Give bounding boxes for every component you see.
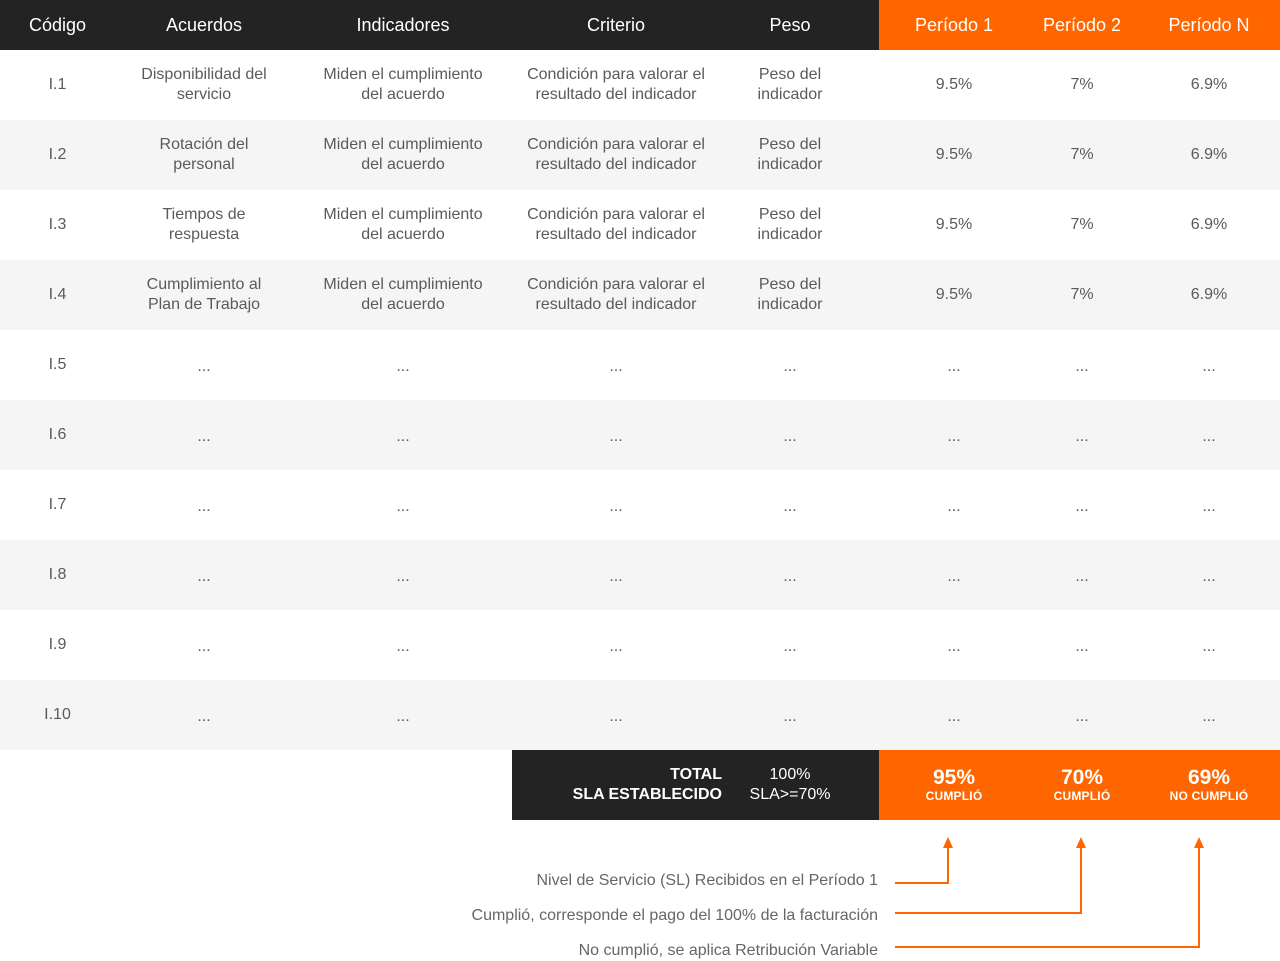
cell-codigo-text: I.5	[48, 356, 67, 373]
cell-acuerdo-text: ...	[197, 568, 211, 585]
cell-periodo-n-text: 6.9%	[1190, 216, 1228, 233]
cell-criterio-text: ...	[609, 358, 623, 375]
cell-codigo-text: I.8	[48, 566, 67, 583]
cell-indicador-text: Miden el cumplimiento	[323, 276, 483, 293]
arrow-periodo-2-icon	[895, 846, 1081, 913]
cell-acuerdo-text: Tiempos de	[162, 206, 246, 223]
note-no-cumplio: No cumplió, se aplica Retribución Variable	[578, 942, 878, 959]
cell-peso-text: Peso del	[758, 206, 822, 223]
cell-acuerdo-text: respuesta	[168, 226, 240, 243]
cell-periodo-n-text: ...	[1202, 498, 1216, 515]
cell-periodo-n-text: 6.9%	[1190, 146, 1228, 163]
cell-peso-text: ...	[783, 498, 797, 515]
cell-indicador-text: Miden el cumplimiento	[323, 136, 483, 153]
cell-codigo-text: I.10	[44, 706, 71, 723]
cell-indicador-text: del acuerdo	[361, 156, 445, 173]
col-header-periodo-1: Período 1	[914, 14, 994, 35]
cell-criterio-text: resultado del indicador	[535, 226, 697, 243]
cell-codigo-text: I.9	[48, 636, 67, 653]
cell-codigo-text: I.3	[48, 216, 67, 233]
cell-criterio-text: Condición para valorar el	[527, 136, 705, 153]
cell-criterio-text: ...	[609, 568, 623, 585]
cell-periodo-2-text: 7%	[1070, 76, 1094, 93]
cell-periodo-1-text: 9.5%	[935, 76, 973, 93]
cell-indicador-text: Miden el cumplimiento	[323, 206, 483, 223]
result-value: 70%	[1060, 766, 1104, 789]
cell-acuerdo-text: ...	[197, 638, 211, 655]
cell-periodo-2-text: 7%	[1070, 286, 1094, 303]
arrowhead-icon	[1194, 837, 1204, 848]
cell-criterio-text: Condición para valorar el	[527, 66, 705, 83]
sla-label: SLA ESTABLECIDO	[572, 786, 722, 803]
cell-criterio-text: Condición para valorar el	[527, 206, 705, 223]
total-value: 100%	[769, 766, 811, 783]
cell-criterio-text: ...	[609, 638, 623, 655]
cell-acuerdo-text: ...	[197, 358, 211, 375]
cell-periodo-2-text: ...	[1075, 568, 1089, 585]
cell-peso-text: indicador	[757, 226, 823, 243]
cell-peso-text: indicador	[757, 156, 823, 173]
cell-indicador-text: ...	[396, 638, 410, 655]
col-header-acuerdos: Acuerdos	[165, 14, 243, 35]
cell-criterio-text: Condición para valorar el	[527, 276, 705, 293]
cell-peso-text: ...	[783, 428, 797, 445]
result-status: CUMPLIÓ	[925, 789, 983, 803]
result-status: CUMPLIÓ	[1053, 789, 1111, 803]
note-nivel-servicio: Nivel de Servicio (SL) Recibidos en el Período 1	[536, 872, 878, 889]
cell-acuerdo-text: Cumplimiento al	[146, 276, 262, 293]
cell-criterio-text: ...	[609, 708, 623, 725]
cell-codigo-text: I.6	[48, 426, 67, 443]
cell-peso-text: Peso del	[758, 66, 822, 83]
cell-periodo-n-text: ...	[1202, 638, 1216, 655]
total-label: TOTAL	[670, 766, 722, 783]
arrowhead-icon	[1076, 837, 1086, 848]
cell-acuerdo-text: Rotación del	[159, 136, 249, 153]
cell-acuerdo-text: Plan de Trabajo	[147, 296, 261, 313]
note-cumplio: Cumplió, corresponde el pago del 100% de la facturación	[471, 907, 878, 924]
cell-peso-text: indicador	[757, 296, 823, 313]
cell-acuerdo-text: ...	[197, 428, 211, 445]
col-header-indicadores: Indicadores	[356, 14, 450, 35]
cell-periodo-1-text: ...	[947, 638, 961, 655]
cell-indicador-text: del acuerdo	[361, 296, 445, 313]
cell-acuerdo-text: servicio	[176, 86, 232, 103]
cell-codigo-text: I.4	[48, 286, 67, 303]
cell-indicador-text: ...	[396, 498, 410, 515]
cell-acuerdo-text: ...	[197, 708, 211, 725]
cell-periodo-n-text: ...	[1202, 568, 1216, 585]
result-value: 95%	[932, 766, 976, 789]
cell-acuerdo-text: ...	[197, 498, 211, 515]
arrowhead-icon	[943, 837, 953, 848]
cell-criterio-text: ...	[609, 498, 623, 515]
cell-indicador-text: ...	[396, 708, 410, 725]
cell-indicador-text: ...	[396, 428, 410, 445]
arrow-periodo-1-icon	[895, 846, 948, 883]
col-header-periodo-n: Período N	[1168, 14, 1250, 35]
cell-periodo-2-text: ...	[1075, 708, 1089, 725]
col-header-periodo-2: Período 2	[1042, 14, 1122, 35]
cell-criterio-text: resultado del indicador	[535, 86, 697, 103]
col-header-codigo: Código	[28, 14, 87, 35]
cell-periodo-2-text: ...	[1075, 428, 1089, 445]
cell-indicador-text: ...	[396, 358, 410, 375]
result-status: NO CUMPLIÓ	[1169, 789, 1249, 803]
col-header-criterio: Criterio	[586, 14, 645, 35]
cell-peso-text: ...	[783, 638, 797, 655]
cell-peso-text: ...	[783, 568, 797, 585]
col-header-peso: Peso	[769, 14, 811, 35]
cell-codigo-text: I.7	[48, 496, 67, 513]
arrow-periodo-n-icon	[895, 846, 1199, 947]
cell-criterio-text: resultado del indicador	[535, 156, 697, 173]
sla-value: SLA>=70%	[749, 786, 831, 803]
cell-peso-text: ...	[783, 708, 797, 725]
cell-periodo-1-text: ...	[947, 498, 961, 515]
cell-periodo-n-text: ...	[1202, 708, 1216, 725]
cell-periodo-2-text: ...	[1075, 498, 1089, 515]
cell-indicador-text: del acuerdo	[361, 226, 445, 243]
cell-periodo-2-text: 7%	[1070, 216, 1094, 233]
cell-periodo-1-text: 9.5%	[935, 146, 973, 163]
cell-periodo-1-text: ...	[947, 428, 961, 445]
cell-periodo-2-text: ...	[1075, 358, 1089, 375]
cell-indicador-text: del acuerdo	[361, 86, 445, 103]
cell-periodo-1-text: 9.5%	[935, 286, 973, 303]
cell-periodo-n-text: ...	[1202, 428, 1216, 445]
cell-periodo-n-text: 6.9%	[1190, 286, 1228, 303]
cell-periodo-n-text: 6.9%	[1190, 76, 1228, 93]
cell-periodo-n-text: ...	[1202, 358, 1216, 375]
cell-codigo-text: I.1	[48, 76, 67, 93]
cell-acuerdo-text: Disponibilidad del	[141, 66, 267, 83]
cell-indicador-text: ...	[396, 568, 410, 585]
cell-periodo-2-text: ...	[1075, 638, 1089, 655]
cell-criterio-text: ...	[609, 428, 623, 445]
cell-periodo-2-text: 7%	[1070, 146, 1094, 163]
cell-acuerdo-text: personal	[173, 156, 235, 173]
cell-peso-text: Peso del	[758, 136, 822, 153]
result-value: 69%	[1187, 766, 1231, 789]
cell-periodo-1-text: 9.5%	[935, 216, 973, 233]
cell-peso-text: Peso del	[758, 276, 822, 293]
cell-periodo-1-text: ...	[947, 568, 961, 585]
cell-periodo-1-text: ...	[947, 708, 961, 725]
cell-criterio-text: resultado del indicador	[535, 296, 697, 313]
cell-periodo-1-text: ...	[947, 358, 961, 375]
cell-codigo-text: I.2	[48, 146, 67, 163]
cell-peso-text: indicador	[757, 86, 823, 103]
cell-indicador-text: Miden el cumplimiento	[323, 66, 483, 83]
cell-peso-text: ...	[783, 358, 797, 375]
